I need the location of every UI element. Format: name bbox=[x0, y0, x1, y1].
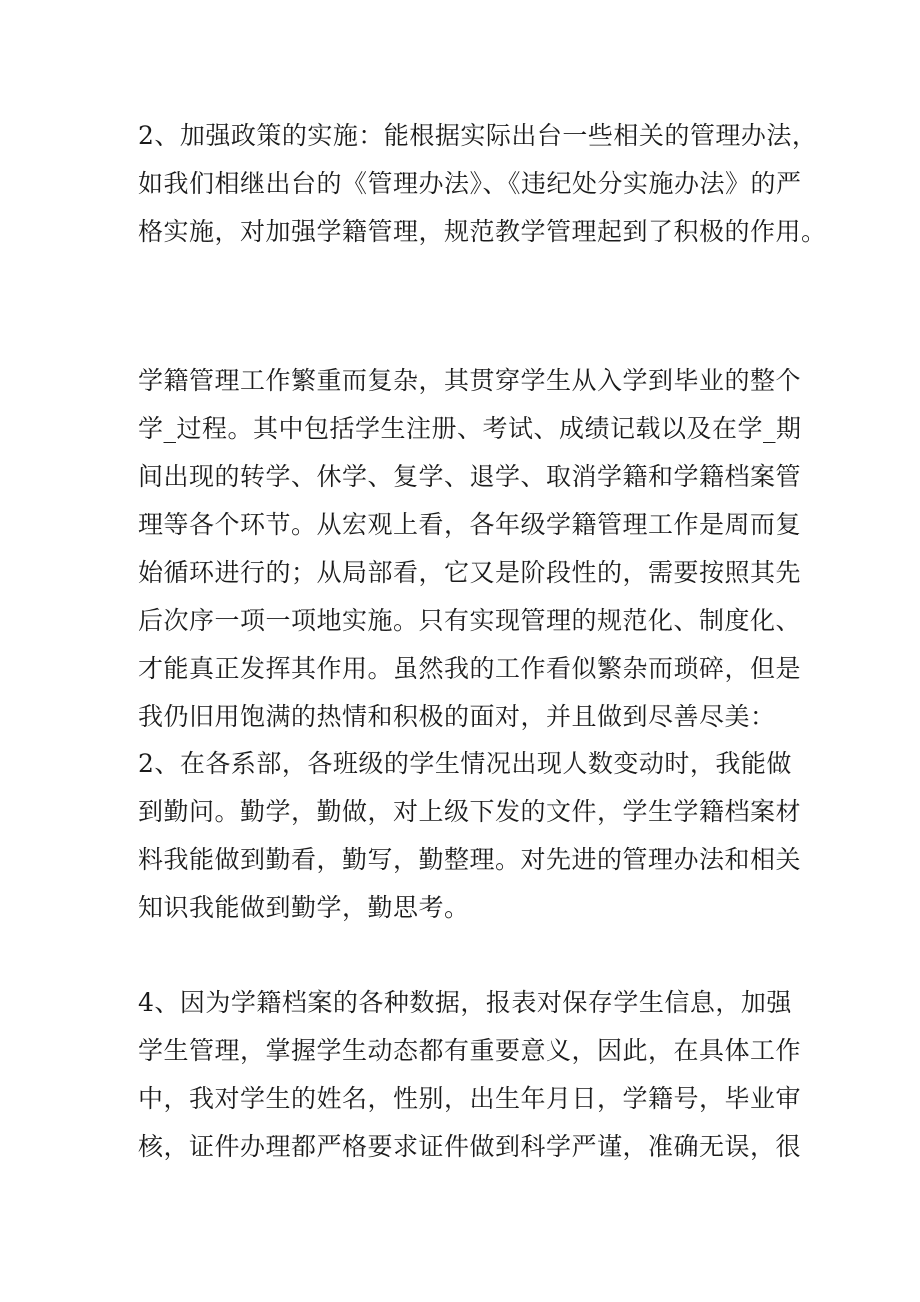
text-line: 学_过程。其中包括学生注册、考试、成绩记载以及在学_期 bbox=[138, 414, 802, 443]
text-line: 学籍管理工作繁重而复杂，其贯穿学生从入学到毕业的整个 bbox=[138, 366, 802, 395]
text-line: 格实施，对加强学籍管理，规范教学管理起到了积极的作用。 bbox=[138, 217, 827, 246]
text-line: 始循环进行的；从局部看，它又是阶段性的，需要按照其先 bbox=[138, 558, 802, 587]
text-line: 后次序一项一项地实施。只有实现管理的规范化、制度化、 bbox=[138, 606, 802, 635]
text-line: 我仍旧用饱满的热情和积极的面对，并且做到尽善尽美： bbox=[138, 702, 776, 731]
text-line: 2、在各系部，各班级的学生情况出现人数变动时，我能做 bbox=[138, 749, 792, 778]
text-line: 4、因为学籍档案的各种数据，报表对保存学生信息，加强 bbox=[138, 988, 792, 1017]
paragraph-archive-data bbox=[138, 979, 802, 1171]
text-line: 如我们相继出台的《管理办法》、《违纪处分实施办法》的严 bbox=[138, 169, 802, 198]
text-line: 料我能做到勤看，勤写，勤整理。对先进的管理办法和相关 bbox=[138, 845, 802, 874]
text-line: 才能真正发挥其作用。虽然我的工作看似繁杂而琐碎，但是 bbox=[138, 654, 802, 683]
paragraph-department-changes bbox=[138, 740, 802, 932]
text-line: 核，证件办理都严格要求证件做到科学严谨，准确无误，很 bbox=[138, 1132, 802, 1161]
text-line: 知识我能做到勤学，勤思考。 bbox=[138, 893, 470, 922]
text-line: 学生管理，掌握学生动态都有重要意义，因此，在具体工作 bbox=[138, 1036, 802, 1065]
text-line: 间出现的转学、休学、复学、退学、取消学籍和学籍档案管 bbox=[138, 462, 802, 491]
text-line: 理等各个环节。从宏观上看，各年级学籍管理工作是周而复 bbox=[138, 510, 802, 539]
text-line: 中，我对学生的姓名，性别，出生年月日，学籍号，毕业审 bbox=[138, 1084, 802, 1113]
paragraph-policy-implementation bbox=[138, 112, 827, 256]
text-line: 到勤问。勤学，勤做，对上级下发的文件，学生学籍档案材 bbox=[138, 797, 802, 826]
text-line: 2、加强政策的实施：能根据实际出台一些相关的管理办法， bbox=[138, 121, 818, 150]
paragraph-registry-work bbox=[138, 357, 802, 741]
